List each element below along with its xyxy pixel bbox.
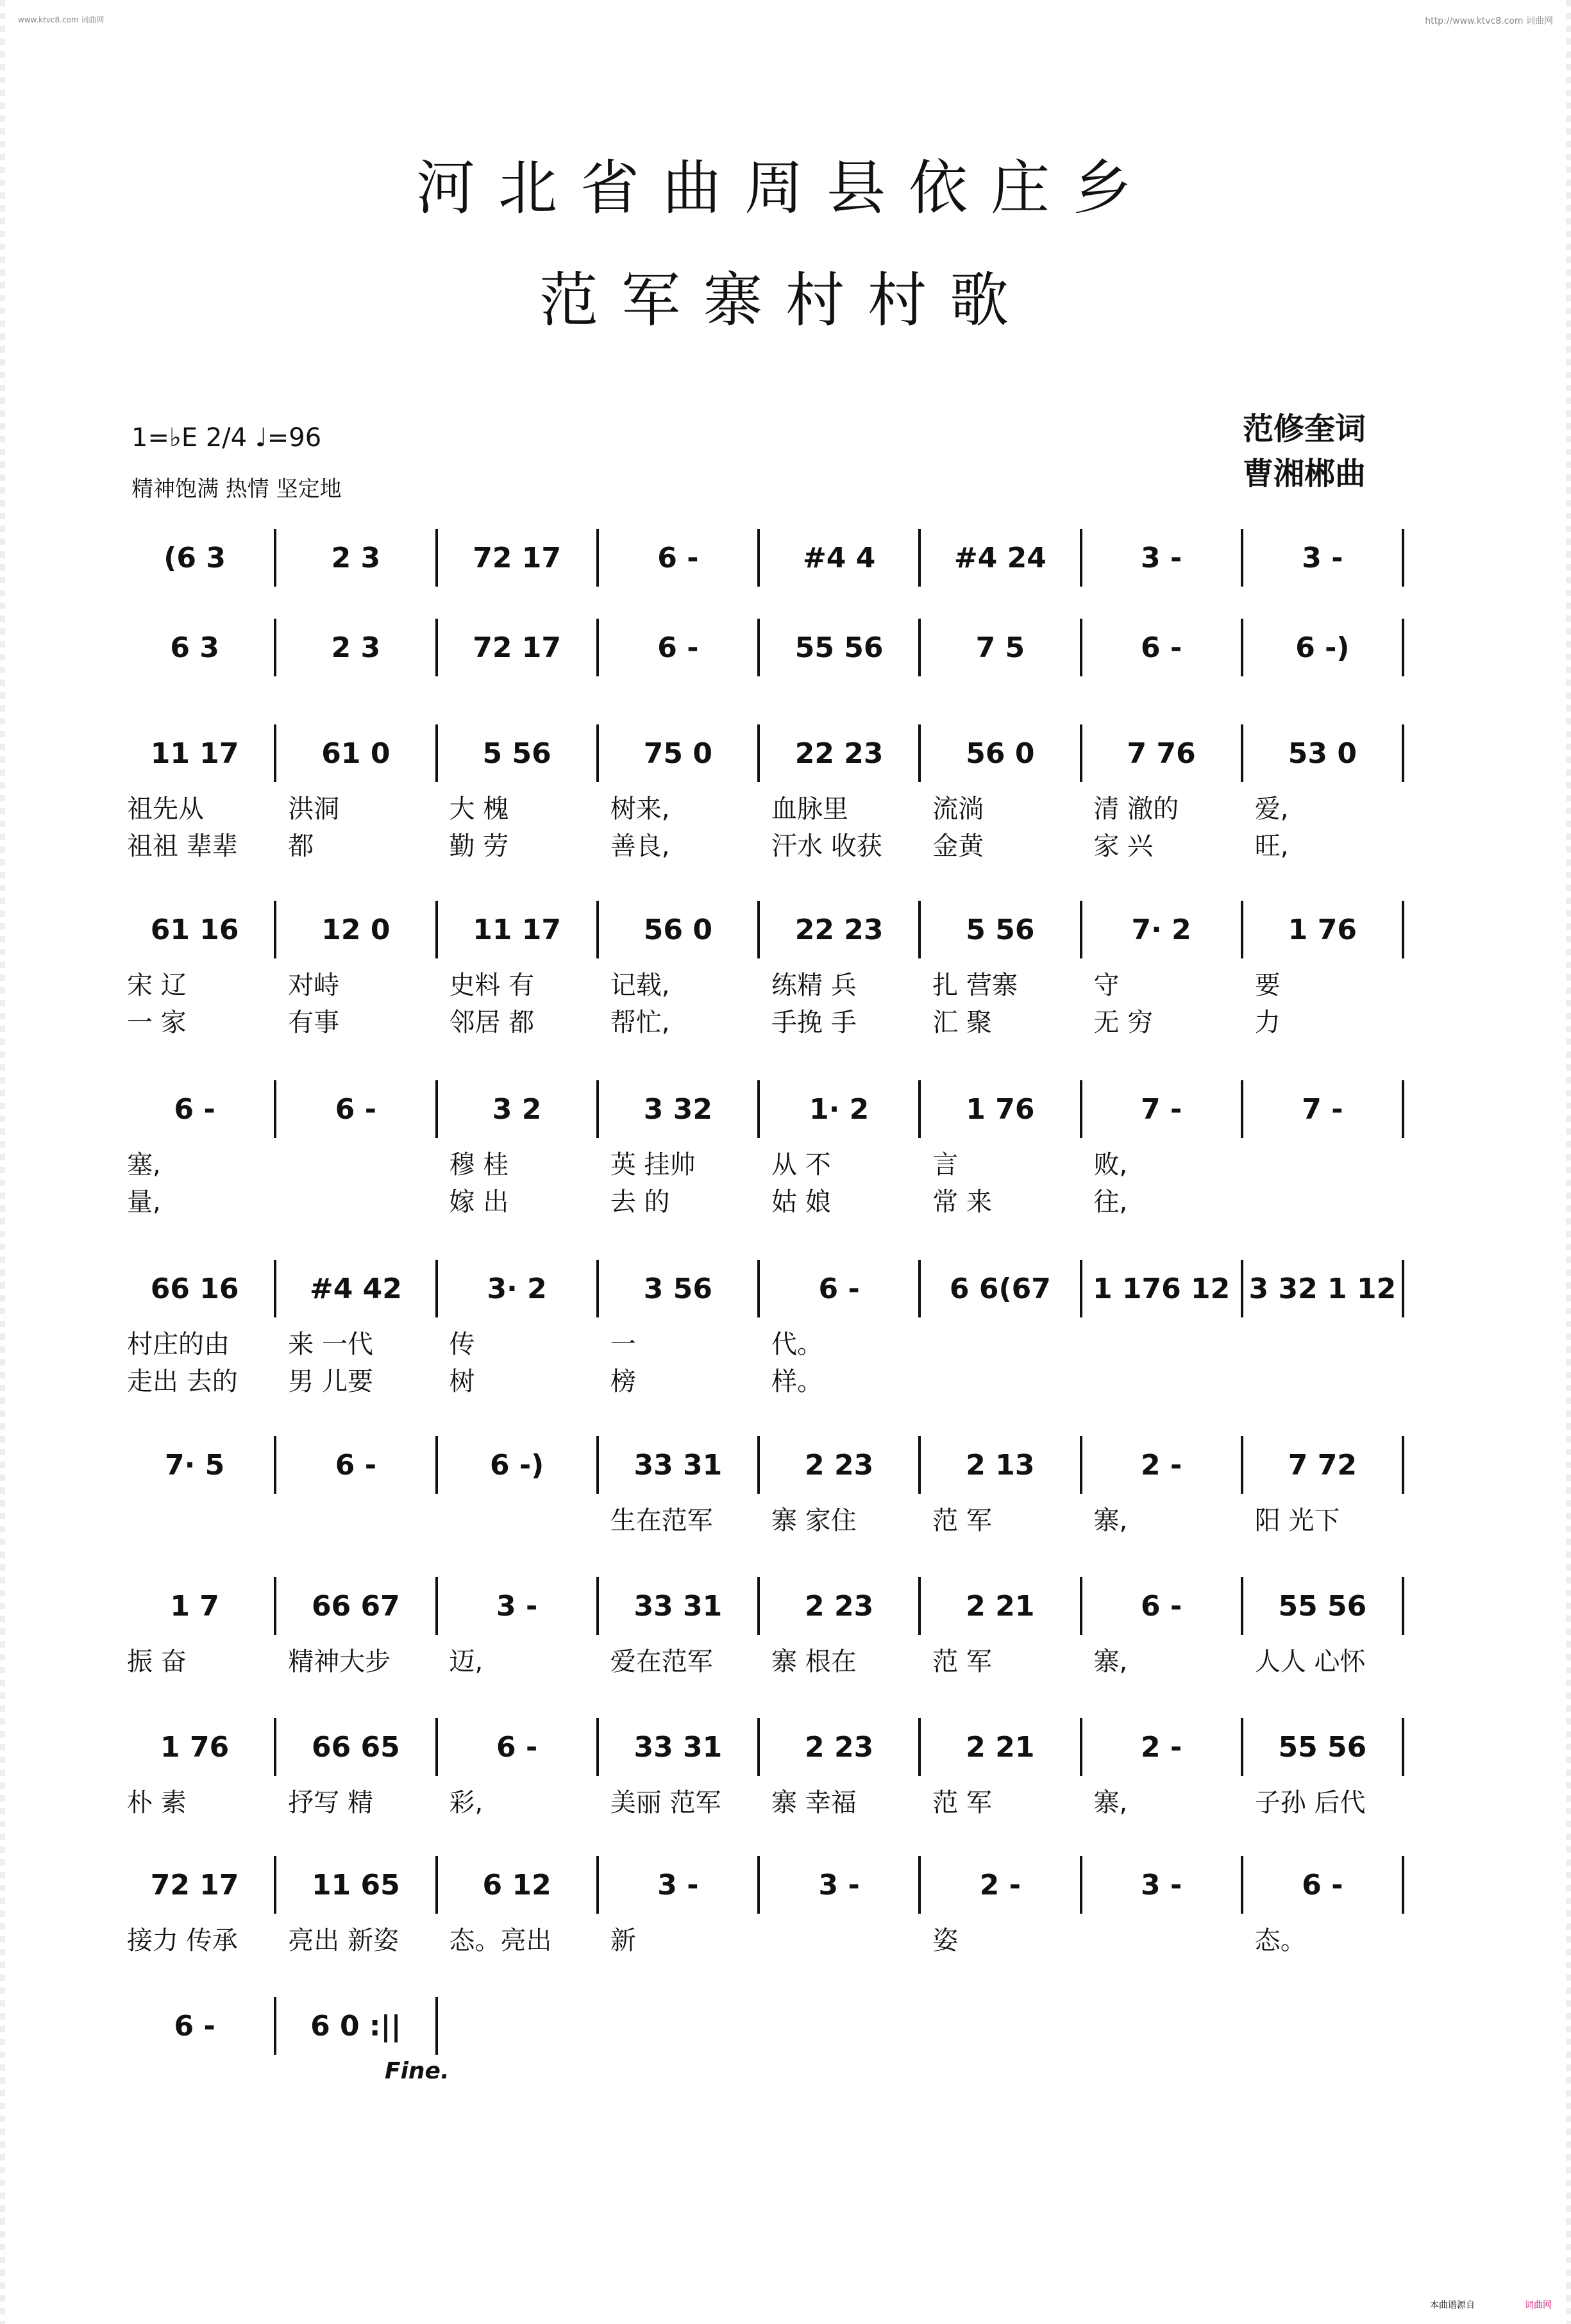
lyric-text: 嫁 出	[449, 1187, 509, 1217]
lyric-text: 爱,	[1254, 794, 1289, 824]
measure: 6 12	[482, 1868, 551, 1902]
lyric-text: 迈,	[449, 1647, 483, 1676]
barline	[1402, 901, 1404, 958]
measure: 6 -	[335, 1448, 376, 1482]
lyric-text: 手挽 手	[771, 1008, 857, 1037]
measure: 1 76	[160, 1730, 230, 1764]
measure: 1 76	[1288, 913, 1357, 946]
lyric-text: 流淌	[932, 794, 984, 824]
notation-system	[114, 1718, 1403, 1789]
lyric-text: 宋 辽	[127, 971, 187, 1000]
measure: 6 -	[657, 541, 699, 574]
measure: 3 32	[643, 1092, 712, 1126]
measure: 2 3	[331, 541, 381, 574]
measure: 2 -	[979, 1868, 1021, 1902]
barline	[1402, 724, 1404, 782]
lyric-text: 败,	[1093, 1150, 1128, 1180]
left-margin-strip	[0, 0, 5, 2324]
measure: 22 23	[794, 737, 884, 770]
measure: 72 17	[473, 541, 562, 574]
lyric-row	[114, 1002, 1403, 1038]
notation-system	[114, 1577, 1403, 1648]
site-watermark-left: www.ktvc8.com 词曲网	[18, 15, 105, 24]
measure: 6 -	[1141, 1589, 1182, 1623]
lyric-text: 祖先从	[127, 794, 204, 824]
lyric-text: 英 挂帅	[610, 1150, 696, 1180]
lyric-text: 生在范军	[610, 1506, 713, 1535]
right-margin-strip	[1566, 0, 1571, 2324]
lyric-text: 榜	[610, 1367, 636, 1396]
measure: 12 0	[321, 913, 391, 946]
measure: 66 65	[311, 1730, 400, 1764]
measure: 3 56	[643, 1272, 712, 1305]
measure: 7 5	[975, 631, 1025, 664]
lyric-row	[114, 826, 1403, 862]
lyric-text: 范 军	[932, 1506, 992, 1535]
lyric-row	[114, 1182, 1403, 1217]
notation-system	[114, 1997, 1403, 2068]
lyric-row	[114, 965, 1403, 1001]
measure: 56 0	[643, 913, 712, 946]
lyric-text: 接力 传承	[127, 1926, 238, 1955]
measure: 61 0	[321, 737, 391, 770]
lyric-text: 抒写 精	[288, 1788, 373, 1818]
lyric-text: 寨,	[1093, 1647, 1128, 1676]
measure: 3 -	[818, 1868, 860, 1902]
measure: 3· 2	[487, 1272, 547, 1305]
lyric-text: 样。	[771, 1367, 823, 1396]
measure: 2 23	[805, 1589, 874, 1623]
lyric-text: 姑 娘	[771, 1187, 831, 1217]
barline	[1402, 529, 1404, 587]
measure: 55 56	[1278, 1730, 1367, 1764]
measure: 3 -	[496, 1589, 538, 1623]
measure: 66 16	[150, 1272, 239, 1305]
composer-credit: 曹湘郴曲	[1242, 456, 1366, 492]
measure: 7 72	[1288, 1448, 1357, 1482]
lyric-text: 去 的	[610, 1187, 670, 1217]
lyric-text: 旺,	[1254, 832, 1289, 861]
measure: 72 17	[473, 631, 562, 664]
lyric-row	[114, 1361, 1403, 1397]
measure: 6 -	[335, 1092, 376, 1126]
measure: 7 -	[1141, 1092, 1182, 1126]
measure: 7· 5	[164, 1448, 225, 1482]
measure: 7· 2	[1131, 913, 1191, 946]
lyric-text: 有事	[288, 1008, 340, 1037]
measure: #4 42	[309, 1272, 402, 1305]
lyric-row	[114, 1920, 1403, 1956]
lyric-text: 寨 幸福	[771, 1788, 857, 1818]
lyric-text: 扎 营寨	[932, 971, 1018, 1000]
lyric-text: 美丽 范军	[610, 1788, 721, 1818]
lyric-text: 寨,	[1093, 1788, 1128, 1818]
lyric-text: 姿	[932, 1926, 959, 1955]
barline	[435, 1997, 438, 2055]
lyric-text: 家 兴	[1093, 832, 1154, 861]
measure: 2 21	[966, 1730, 1035, 1764]
lyric-text: 练精 兵	[771, 971, 857, 1000]
lyric-text: 祖祖 辈辈	[127, 832, 238, 861]
lyric-text: 从 不	[771, 1150, 831, 1180]
lyric-text: 量,	[127, 1187, 161, 1217]
measure: (6 3	[164, 541, 226, 574]
measure: 6 -)	[489, 1448, 544, 1482]
measure: 22 23	[794, 913, 884, 946]
measure: 6 -	[1302, 1868, 1343, 1902]
lyric-text: 寨 家住	[771, 1506, 857, 1535]
barline	[1402, 1577, 1404, 1635]
notation-system	[114, 1856, 1403, 1927]
lyric-text: 善良,	[610, 832, 670, 861]
measure: 2 3	[331, 631, 381, 664]
measure: 75 0	[643, 737, 712, 770]
lyric-text: 走出 去的	[127, 1367, 238, 1396]
measure: #4 24	[954, 541, 1046, 574]
measure: 33 31	[634, 1448, 723, 1482]
lyric-text: 树来,	[610, 794, 670, 824]
measure: 2 -	[1141, 1730, 1182, 1764]
lyric-text: 金黄	[932, 832, 984, 861]
measure: 2 -	[1141, 1448, 1182, 1482]
measure: 6 0 :||	[310, 2009, 401, 2043]
lyric-text: 寨 根在	[771, 1647, 857, 1676]
measure: 6 -)	[1295, 631, 1350, 664]
lyric-text: 新	[610, 1926, 636, 1955]
measure: 6 3	[170, 631, 219, 664]
measure: 1· 2	[809, 1092, 870, 1126]
measure: 5 56	[966, 913, 1035, 946]
notation-system	[114, 619, 1403, 689]
barline	[1402, 1856, 1404, 1914]
measure: 7 -	[1302, 1092, 1343, 1126]
expression-marking: 精神饱满 热情 坚定地	[131, 476, 342, 502]
lyric-text: 守	[1093, 971, 1120, 1000]
lyric-text: 帮忙,	[610, 1008, 670, 1037]
lyric-text: 力	[1254, 1008, 1281, 1037]
lyric-text: 邻居 都	[449, 1008, 535, 1037]
lyric-text: 往,	[1093, 1187, 1128, 1217]
measure: 2 21	[966, 1589, 1035, 1623]
lyric-text: 人人 心怀	[1254, 1647, 1366, 1676]
measure: 3 -	[1141, 1868, 1182, 1902]
measure: 1 76	[966, 1092, 1035, 1126]
measure: 61 16	[150, 913, 239, 946]
lyric-text: 振 奋	[127, 1647, 187, 1676]
measure: 3 -	[657, 1868, 699, 1902]
notation-system	[114, 724, 1403, 795]
fine-marking: Fine.	[385, 2058, 449, 2084]
measure: 1 7	[170, 1589, 219, 1623]
measure: 3 32 1 12	[1248, 1272, 1397, 1305]
barline	[1402, 1260, 1404, 1317]
notation-system	[114, 1260, 1403, 1330]
measure: 53 0	[1288, 737, 1357, 770]
lyric-text: 穆 桂	[449, 1150, 509, 1180]
measure: 11 17	[473, 913, 562, 946]
lyric-text: 范 军	[932, 1788, 992, 1818]
lyric-row	[114, 789, 1403, 824]
lyric-text: 言	[932, 1150, 959, 1180]
lyric-text: 无 穷	[1093, 1008, 1154, 1037]
measure: 3 -	[1302, 541, 1343, 574]
lyric-text: 代。	[771, 1330, 823, 1359]
lyric-text: 记载,	[610, 971, 670, 1000]
lyric-text: 史料 有	[449, 971, 535, 1000]
measure: 2 23	[805, 1730, 874, 1764]
lyric-row	[114, 1324, 1403, 1360]
lyric-text: 范 军	[932, 1647, 992, 1676]
lyric-text: 一	[610, 1330, 636, 1359]
song-title-line1: 河北省曲周县依庄乡	[416, 154, 1155, 222]
measure: 11 65	[311, 1868, 400, 1902]
lyric-text: 大 槐	[449, 794, 509, 824]
lyric-text: 阳 光下	[1254, 1506, 1340, 1535]
lyric-text: 男 儿要	[288, 1367, 373, 1396]
lyric-text: 塞,	[127, 1150, 161, 1180]
lyric-text: 寨,	[1093, 1506, 1128, 1535]
measure: 6 -	[657, 631, 699, 664]
lyric-text: 汇 聚	[932, 1008, 992, 1037]
lyric-text: 子孙 后代	[1254, 1788, 1366, 1818]
lyric-row	[114, 1500, 1403, 1536]
lyric-text: 常 来	[932, 1187, 992, 1217]
song-title-line2: 范军寨村村歌	[539, 266, 1032, 335]
measure: 3 2	[492, 1092, 542, 1126]
notation-system	[114, 1436, 1403, 1507]
footer-brand: 词曲网	[1525, 2300, 1552, 2311]
lyric-text: 朴 素	[127, 1788, 187, 1818]
notation-system	[114, 1080, 1403, 1151]
lyricist-credit: 范修奎词	[1242, 411, 1366, 447]
lyric-text: 一 家	[127, 1008, 187, 1037]
measure: 55 56	[1278, 1589, 1367, 1623]
barline	[1402, 1080, 1404, 1138]
lyric-text: 态。亮出	[449, 1926, 552, 1955]
lyric-text: 树	[449, 1367, 475, 1396]
barline	[1402, 1718, 1404, 1776]
notation-system	[114, 901, 1403, 971]
lyric-row	[114, 1144, 1403, 1180]
measure: 6 -	[1141, 631, 1182, 664]
measure: #4 4	[802, 541, 876, 574]
measure: 6 -	[818, 1272, 860, 1305]
lyric-text: 村庄的由	[127, 1330, 230, 1359]
measure: 2 23	[805, 1448, 874, 1482]
key-tempo: 1=♭E 2/4 ♩=96	[131, 423, 322, 453]
measure: 72 17	[150, 1868, 239, 1902]
lyric-text: 对峙	[288, 971, 340, 1000]
lyric-text: 洪洞	[288, 794, 340, 824]
measure: 2 13	[966, 1448, 1035, 1482]
barline	[1402, 619, 1404, 676]
measure: 7 76	[1127, 737, 1196, 770]
lyric-text: 都	[288, 832, 314, 861]
lyric-text: 传	[449, 1330, 475, 1359]
measure: 6 6(67	[949, 1272, 1051, 1305]
lyric-row	[114, 1782, 1403, 1818]
lyric-row	[114, 1641, 1403, 1677]
lyric-text: 来 一代	[288, 1330, 373, 1359]
measure: 33 31	[634, 1730, 723, 1764]
lyric-text: 亮出 新姿	[288, 1926, 399, 1955]
measure: 33 31	[634, 1589, 723, 1623]
site-watermark-right: http://www.ktvc8.com 词曲网	[1425, 16, 1553, 26]
lyric-text: 汗水 收获	[771, 832, 882, 861]
lyric-text: 彩,	[449, 1788, 483, 1818]
notation-system	[114, 529, 1403, 599]
measure: 5 56	[482, 737, 551, 770]
barline	[1402, 1436, 1404, 1494]
lyric-text: 清 澈的	[1093, 794, 1179, 824]
lyric-text: 要	[1254, 971, 1281, 1000]
measure: 56 0	[966, 737, 1035, 770]
lyric-text: 态。	[1254, 1926, 1306, 1955]
measure: 6 -	[496, 1730, 538, 1764]
lyric-text: 勤 劳	[449, 832, 509, 861]
lyric-text: 血脉里	[771, 794, 848, 824]
measure: 66 67	[311, 1589, 400, 1623]
footer-source: 本曲谱源自	[1430, 2300, 1475, 2311]
measure: 3 -	[1141, 541, 1182, 574]
lyric-text: 爱在范军	[610, 1647, 713, 1676]
measure: 6 -	[174, 2009, 215, 2043]
measure: 55 56	[794, 631, 884, 664]
lyric-text: 精神大步	[288, 1647, 391, 1676]
measure: 6 -	[174, 1092, 215, 1126]
measure: 11 17	[150, 737, 239, 770]
measure: 1 176 12	[1092, 1272, 1231, 1305]
